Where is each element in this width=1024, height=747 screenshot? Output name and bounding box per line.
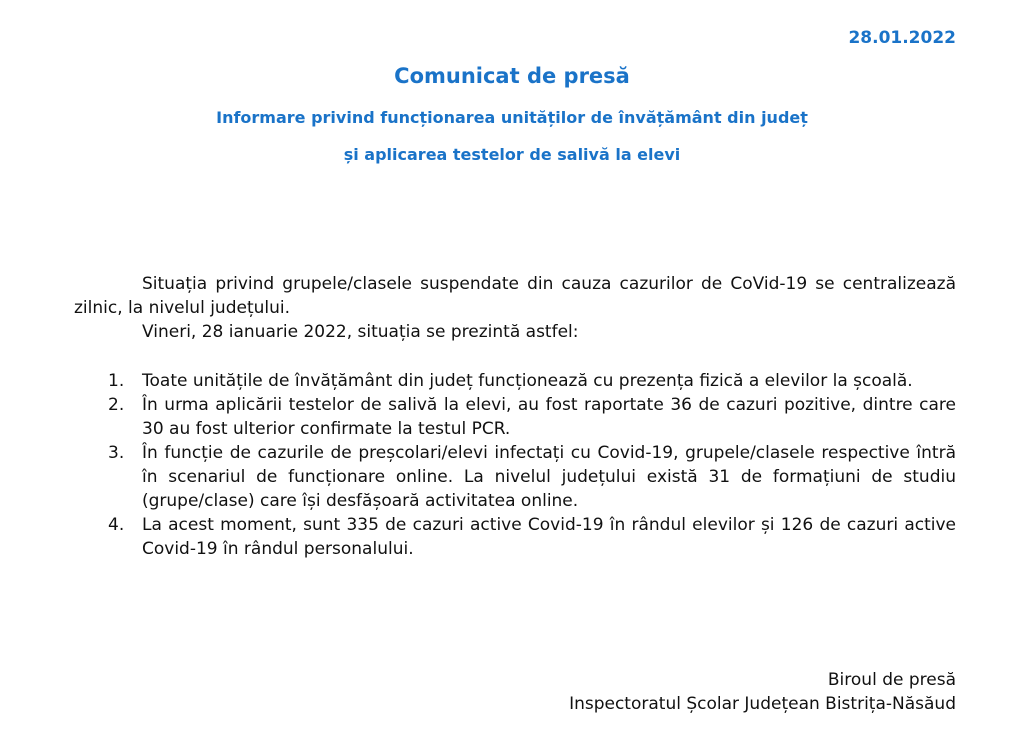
list-item: [74, 513, 956, 561]
list-item-number: 2.: [108, 395, 125, 415]
press-release-date: 28.01.2022: [848, 28, 956, 48]
list-item-text: Toate unitățile de învățământ din județ funcționează cu prezența fizică a elevilor la școală.: [142, 371, 913, 391]
signature-office: Biroul de presă: [827, 670, 956, 690]
list-item: [74, 393, 956, 441]
subtitle-line-1: Informare privind funcționarea unităților de învățământ din județ: [216, 108, 808, 127]
subtitle-line-2: și aplicarea testelor de salivă la elevi: [343, 145, 681, 164]
situation-paragraph: Vineri, 28 ianuarie 2022, situația se prezintă astfel:: [142, 322, 579, 342]
page-title: Comunicat de presă: [394, 64, 630, 88]
intro-paragraph: Situația privind grupele/clasele suspendate din cauza cazurilor de CoVid-19 se centralizează zilnic, la nivelul județului.: [74, 274, 956, 318]
signature-institution: Inspectoratul Școlar Județean Bistrița-Năsăud: [569, 694, 956, 714]
list-item: [74, 369, 956, 393]
list-item-text: La acest moment, sunt 335 de cazuri active Covid-19 în rândul elevilor și 126 de cazuri active Covid-19 în rândul personalului.: [142, 515, 956, 559]
list-item-number: 3.: [108, 443, 125, 463]
list-item-text: În urma aplicării testelor de salivă la elevi, au fost raportate 36 de cazuri pozitive, dintre care 30 au fost ulterior confirmate la testul PCR.: [142, 395, 956, 439]
status-list: [74, 369, 956, 561]
list-item-text: În funcție de cazurile de preșcolari/elevi infectați cu Covid-19, grupele/clasele respective întră în scenariul de funcționare online. La nivelul județului există 31 de formațiuni de studiu (grupe/clase) care își desfășoară activitatea online.: [142, 443, 956, 511]
list-item: [74, 441, 956, 513]
list-item-number: 4.: [108, 515, 125, 535]
list-item-number: 1.: [108, 371, 125, 391]
